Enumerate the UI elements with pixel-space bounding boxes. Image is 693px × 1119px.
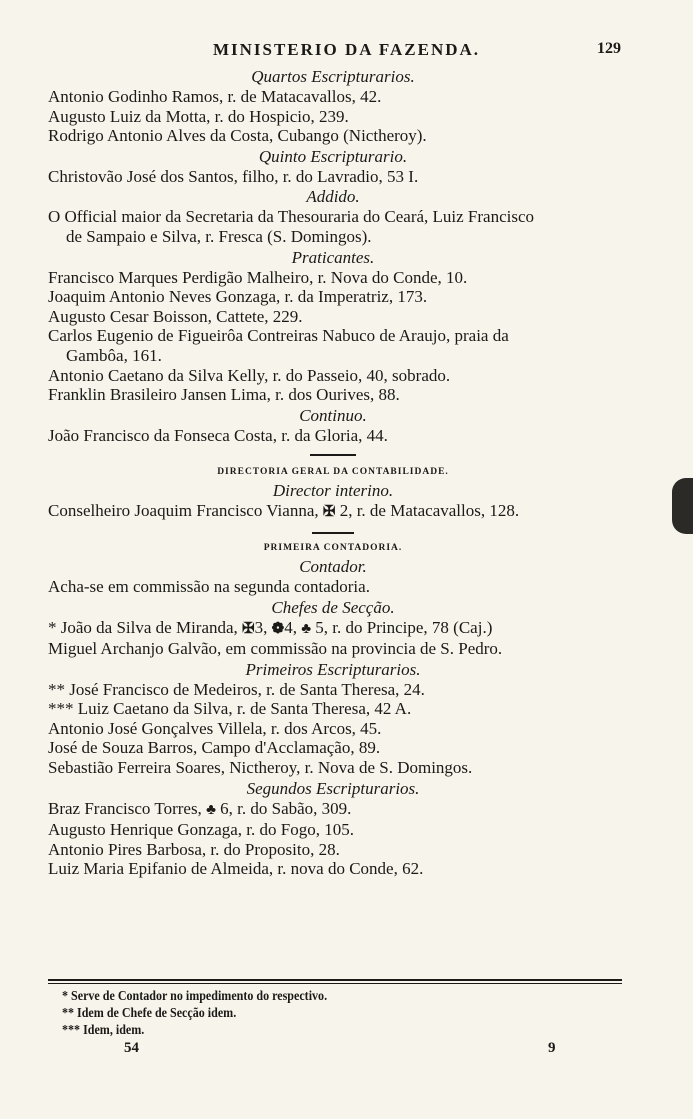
- entry: Rodrigo Antonio Alves da Costa, Cubango (Nictheroy).: [48, 126, 427, 146]
- section-heading: Contador.: [299, 556, 367, 576]
- section-heading: Quartos Escripturarios.: [251, 67, 415, 86]
- section-heading: Segundos Escripturarios.: [246, 778, 420, 798]
- section-heading: Director interino.: [272, 480, 394, 500]
- entry-text: * João da Silva de Miranda,: [48, 617, 238, 637]
- entry: Augusto Cesar Boisson, Cattete, 229.: [48, 306, 303, 326]
- entry: Joaquim Antonio Neves Gonzaga, r. da Imperatriz, 173.: [48, 287, 428, 307]
- entry-text: 3,: [254, 617, 268, 637]
- entry: João Francisco da Fonseca Costa, r. da Gloria, 44.: [48, 425, 388, 445]
- running-title: MINISTERIO DA FAZENDA.: [212, 40, 481, 59]
- cross-icon: ✠: [242, 620, 255, 637]
- entry-text: 6, r. do Sabão, 309.: [220, 798, 352, 818]
- signature-mark-left: 54: [124, 1040, 139, 1056]
- section-divider: [312, 532, 354, 534]
- entry: ** José Francisco de Medeiros, r. de Santa Theresa, 24.: [48, 679, 425, 699]
- directoria-title: DIRECTORIA GERAL DA CONTABILIDADE.: [217, 466, 449, 477]
- section-heading: Addido.: [306, 187, 360, 207]
- section-heading: Quinto Escripturario.: [258, 146, 408, 166]
- entry: Augusto Luiz da Motta, r. do Hospicio, 239.: [48, 106, 349, 126]
- section-divider: [310, 454, 356, 456]
- order-badge-icon: ♣: [301, 620, 312, 637]
- entry: O Official maior da Secretaria da Thesouraria do Ceará, Luiz Francisco: [48, 207, 535, 227]
- entry: Antonio Caetano da Silva Kelly, r. do Passeio, 40, sobrado.: [48, 365, 451, 385]
- entry: Franklin Brasileiro Jansen Lima, r. dos Ourives, 88.: [48, 385, 400, 405]
- contadoria-title: PRIMEIRA CONTADORIA.: [263, 542, 403, 553]
- section-heading: Primeiros Escripturarios.: [245, 659, 421, 679]
- cross-icon: ✠: [322, 503, 336, 520]
- entry-text: 5, r. do Principe, 78 (Caj.): [315, 617, 493, 637]
- entry-continuation: Gambôa, 161.: [66, 345, 162, 365]
- page-header: [0, 40, 693, 64]
- entry: Miguel Archanjo Galvão, em commissão na provincia de S. Pedro.: [48, 639, 503, 659]
- entry-text: 2, r. de Matacavallos, 128.: [339, 500, 520, 520]
- entry: Sebastião Ferreira Soares, Nictheroy, r. Nova de S. Domingos.: [48, 758, 473, 778]
- entry: [48, 501, 618, 523]
- section-heading: Continuo.: [299, 405, 367, 425]
- entry: Antonio Pires Barbosa, r. do Proposito, 28.: [48, 839, 340, 859]
- entry: Antonio José Gonçalves Villela, r. dos Arcos, 45.: [48, 718, 382, 738]
- entry-text: 4,: [284, 617, 297, 637]
- entry: José de Souza Barros, Campo d'Acclamação, 89.: [48, 738, 381, 758]
- entry: [48, 618, 618, 640]
- entry: Francisco Marques Perdigão Malheiro, r. Nova do Conde, 10.: [48, 267, 468, 287]
- entry: Christovão José dos Santos, filho, r. do Lavradio, 53 I.: [48, 166, 419, 186]
- entry-continuation: de Sampaio e Silva, r. Fresca (S. Domingos).: [66, 226, 372, 246]
- section-heading: Chefes de Secção.: [271, 597, 395, 617]
- entry-text: Conselheiro Joaquim Francisco Vianna,: [48, 500, 319, 520]
- entry: Luiz Maria Epifanio de Almeida, r. nova do Conde, 62.: [48, 859, 424, 879]
- entry: [48, 799, 618, 821]
- document-body: [48, 66, 618, 879]
- signature-mark-right: 9: [548, 1040, 556, 1056]
- footnote: * Serve de Contador no impedimento do respectivo.: [62, 989, 328, 1004]
- section-heading: Praticantes.: [291, 247, 375, 267]
- footnote-divider: [48, 979, 622, 981]
- footnote: *** Idem, idem.: [62, 1023, 145, 1038]
- order-badge-icon: ♣: [206, 801, 216, 818]
- page-number: 129: [597, 40, 621, 57]
- entry: *** Luiz Caetano da Silva, r. de Santa Theresa, 42 A.: [48, 699, 412, 719]
- entry: Carlos Eugenio de Figueirôa Contreiras Nabuco de Araujo, praia da: [48, 326, 509, 346]
- entry: Augusto Henrique Gonzaga, r. do Fogo, 105.: [48, 820, 354, 840]
- footnotes: [62, 988, 327, 1039]
- entry: Antonio Godinho Ramos, r. de Matacavallos, 42.: [48, 87, 382, 106]
- rosette-icon: ❁: [271, 620, 285, 637]
- footnote-divider: [48, 983, 622, 984]
- footnote: ** Idem de Chefe de Secção idem.: [62, 1006, 237, 1021]
- scan-binding-shadow: [672, 478, 693, 534]
- entry-text: Braz Francisco Torres,: [48, 798, 202, 818]
- entry: Acha-se em commissão na segunda contadoria.: [48, 576, 370, 596]
